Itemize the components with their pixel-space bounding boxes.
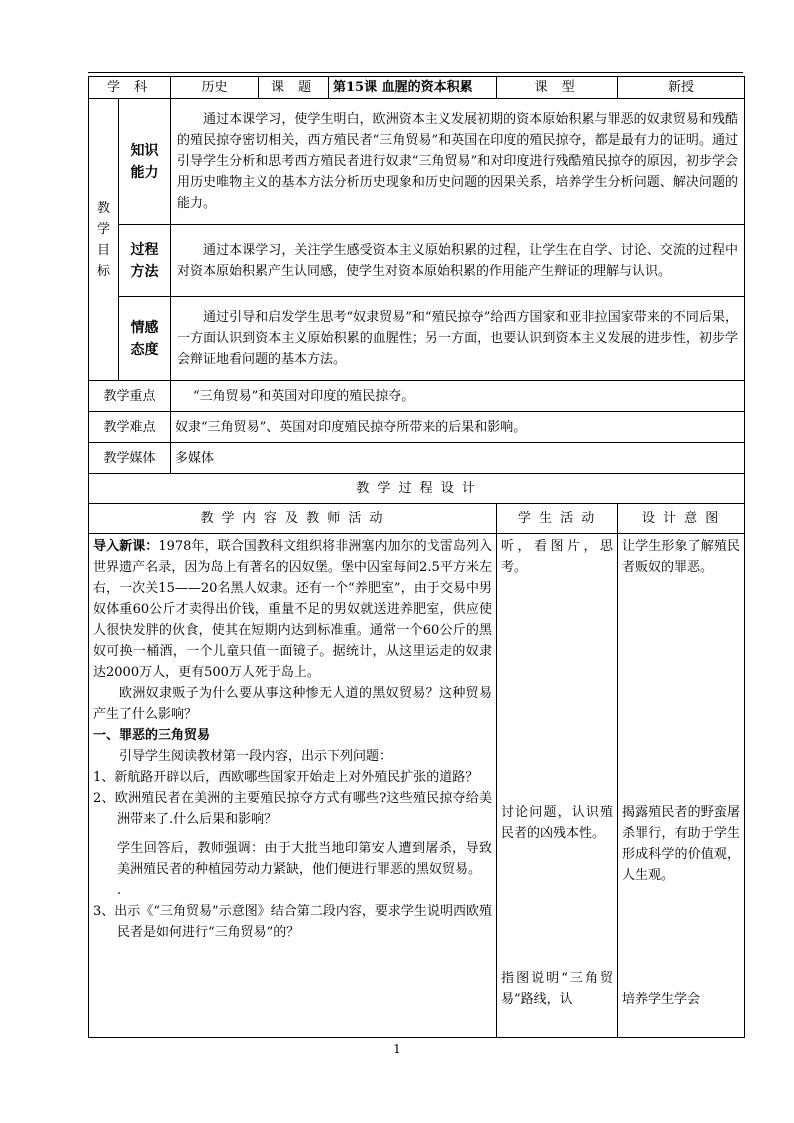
design-intent-3: 培养学生学会 bbox=[622, 992, 701, 1007]
type-label: 课 型 bbox=[497, 77, 618, 99]
objective-emotion-row bbox=[89, 297, 745, 381]
stray-dot: . bbox=[117, 883, 122, 898]
design-intent-1: 让学生形象了解殖民者贩奴的罪恶。 bbox=[622, 539, 741, 575]
emotion-label bbox=[119, 297, 171, 381]
process-design-header-row bbox=[89, 504, 745, 534]
intro-text: 1978年，联合国教科文组织将非洲塞内加尔的戈雷岛列入世界遗产名录，因为岛上有著名的囚奴堡。堡中囚室每间2.5平方米左右，一次关15——20名黑人奴隶。还有一个“养肥室”，由于交易中男奴体重60公斤才卖得出价钱，重量不足的男奴就送进养肥室，供应使人很快发胖的伙食，使其在短期内达到标准重。通常一个60公斤的黑奴可换一桶酒，一个儿童只值一面镜子。据统计，从这里运走的奴隶达2000万人，更有500万人死于岛上。 bbox=[93, 539, 493, 680]
question-1: 1、新航路开辟以后，西欧哪些国家开始走上对外殖民扩张的道路？ bbox=[93, 770, 479, 785]
header-row bbox=[89, 77, 745, 99]
intro-heading: 导入新课： bbox=[93, 539, 159, 554]
lesson-title: 第15课 血腥的资本积累 bbox=[329, 77, 497, 99]
objective-knowledge-row bbox=[89, 99, 745, 225]
type-value: 新授 bbox=[618, 77, 745, 99]
design-intent-2: 揭露殖民者的野蛮屠杀罪行，有助于学生形成科学的价值观，人生观。 bbox=[622, 805, 741, 883]
knowledge-label bbox=[119, 99, 171, 225]
knowledge-text: 通过本课学习，使学生明白，欧洲资本主义发展初期的资本原始积累与罪恶的奴隶贸易和残酷的殖民掠夺密切相关，西方殖民者“三角贸易”和英国在印度的殖民掠夺，都是最有力的证明。通过引导学生分析和思考西方殖民者进行奴隶“三角贸易”和对印度进行残酷殖民掠夺的原因，初步学会用历史唯物主义的基本方法分析历史现象和历史问题的因果关系，培养学生分析问题、解决问题的能力。 bbox=[171, 99, 745, 225]
objectives-label bbox=[89, 99, 119, 381]
knowledge-label-text: 知识能力 bbox=[130, 142, 159, 181]
focus-label: 教学重点 bbox=[89, 381, 171, 412]
col-student-header: 学 生 活 动 bbox=[497, 504, 618, 534]
process-text: 通过本课学习，关注学生感受资本主义原始积累的过程，让学生在自学、讨论、交流的过程中对资本原始积累产生认同感，使学生对资本原始积累的作用能产生辩证的理解与认识。 bbox=[171, 225, 745, 297]
emotion-text: 通过引导和启发学生思考“奴隶贸易”和“殖民掠夺”给西方国家和亚非拉国家带来的不同后果，一方面认识到资本主义原始积累的血腥性；另一方面，也要认识到资本主义发展的进步性，初步学会辩证地看问题的基本方法。 bbox=[171, 297, 745, 381]
process-label bbox=[119, 225, 171, 297]
teacher-emphasis: 学生回答后，教师强调：由于大批当地印第安人遭到屠杀，导致美洲殖民者的种植园劳动力紧缺，他们便进行罪恶的黑奴贸易。 bbox=[117, 841, 493, 877]
page-number: 1 bbox=[393, 1042, 401, 1056]
process-design-title-row bbox=[89, 474, 745, 504]
subject-label: 学 科 bbox=[89, 77, 171, 99]
spacer bbox=[93, 830, 492, 838]
media-text: 多媒体 bbox=[171, 443, 745, 474]
difficulty-text: 奴隶“三角贸易”、英国对印度殖民掠夺所带来的后果和影响。 bbox=[171, 412, 745, 443]
objectives-label-text: 教学目标 bbox=[96, 200, 110, 279]
question-paragraph: 欧洲奴隶贩子为什么要从事这种惨无人道的黑奴贸易？这种贸易产生了什么影响？ bbox=[93, 686, 493, 722]
student-activity-1: 听，看图片，思考。 bbox=[501, 539, 614, 575]
process-content-row bbox=[89, 534, 745, 1038]
difficulty-label: 教学难点 bbox=[89, 412, 171, 443]
lesson-label: 课 题 bbox=[259, 77, 329, 99]
lesson-plan-table bbox=[88, 76, 745, 1038]
teacher-content-cell bbox=[89, 534, 497, 1038]
process-label-text: 过程方法 bbox=[130, 241, 159, 280]
guide-paragraph: 引导学生阅读教材第一段内容，出示下列问题： bbox=[119, 749, 393, 764]
col-intent-header: 设 计 意 图 bbox=[618, 504, 745, 534]
objective-process-row bbox=[89, 225, 745, 297]
header-rule bbox=[88, 72, 743, 73]
emotion-label-text: 情感态度 bbox=[130, 319, 159, 358]
media-label: 教学媒体 bbox=[89, 443, 171, 474]
intro-paragraph bbox=[93, 536, 492, 683]
process-design-title: 教 学 过 程 设 计 bbox=[89, 474, 745, 504]
question-3: 3、出示《“三角贸易”示意图》结合第二段内容，要求学生说明西欧殖民者是如何进行“三角贸易”的？ bbox=[93, 904, 493, 940]
student-activity-2: 讨论问题，认识殖民者的凶残本性。 bbox=[501, 805, 614, 841]
difficulty-row bbox=[89, 412, 745, 443]
design-intent-cell bbox=[618, 534, 745, 1038]
focus-text: “三角贸易”和英国对印度的殖民掠夺。 bbox=[171, 381, 745, 412]
col-content-header: 教 学 内 容 及 教 师 活 动 bbox=[89, 504, 497, 534]
focus-row bbox=[89, 381, 745, 412]
media-row bbox=[89, 443, 745, 474]
subject-value: 历史 bbox=[171, 77, 259, 99]
section-heading: 一、罪恶的三角贸易 bbox=[93, 728, 211, 743]
question-2: 2、欧洲殖民者在美洲的主要殖民掠夺方式有哪些?这些殖民掠夺给美洲带来了.什么后果和影响？ bbox=[93, 791, 493, 827]
student-activity-cell bbox=[497, 534, 618, 1038]
student-activity-3: 指图说明“三角贸易”路线，认 bbox=[501, 971, 614, 1007]
